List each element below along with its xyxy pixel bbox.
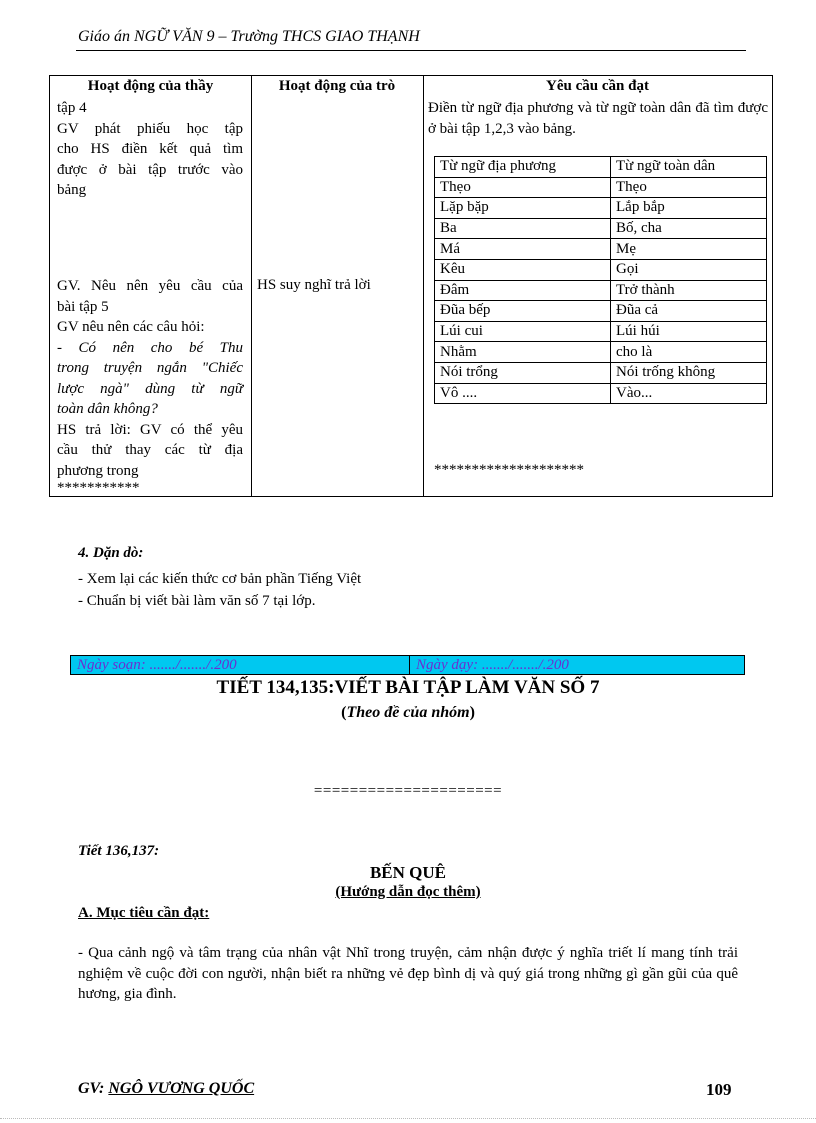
text-line: - Có nên cho bé Thu — [57, 339, 243, 356]
teacher-activity-bottom — [57, 276, 243, 496]
text-line: HS trả lời: GV có thể yêu — [57, 421, 243, 438]
paren: ( — [341, 704, 347, 721]
table-cell: Từ ngữ địa phương — [435, 157, 611, 178]
table-row — [435, 342, 767, 363]
text-line: được ở bài tập trước vào — [57, 161, 243, 178]
table-cell: Đâm — [435, 280, 611, 301]
page-bottom-rule — [0, 1118, 816, 1119]
table-cell: Mẹ — [611, 239, 767, 260]
text-line: GV. Nêu nên yêu cầu của — [57, 278, 243, 294]
date-bar-divider — [409, 656, 410, 674]
col-header-requirements: Yêu cầu cần đạt — [546, 78, 649, 94]
column-divider — [251, 76, 252, 496]
column-divider — [423, 76, 424, 496]
homework-item: - Chuẩn bị viết bài làm văn số 7 tại lớp. — [78, 593, 316, 609]
text-line: GV phát phiếu học tập — [57, 120, 243, 137]
table-cell: Bố, cha — [611, 218, 767, 239]
table-cell: Lặp bặp — [435, 198, 611, 219]
text-line: lược ngà" dùng từ ngữ — [57, 380, 243, 397]
col-header-teacher: Hoạt động của thầy — [87, 78, 214, 94]
table-cell: Nói trổng — [435, 362, 611, 383]
text-line: phương trong — [57, 462, 139, 479]
lesson-136-subtitle: (Hướng dẫn đọc thêm) — [335, 884, 481, 900]
table-row — [435, 362, 767, 383]
table-cell: Gọi — [611, 259, 767, 280]
page-number: 109 — [706, 1080, 732, 1099]
table-cell: Kêu — [435, 259, 611, 280]
stars-line: ******************** — [434, 462, 584, 478]
text-line: bài tập 5 — [57, 298, 109, 315]
text-line: cầu thử thay các từ địa — [57, 442, 243, 458]
lesson-134-subtitle — [0, 704, 816, 722]
table-header-row — [435, 157, 767, 178]
text-line: GV nêu nên các câu hỏi: — [57, 319, 205, 335]
table-cell: Lúi húi — [611, 321, 767, 342]
subtitle-text: Theo đề của nhóm — [346, 704, 470, 721]
lesson-136-label: Tiết 136,137: — [78, 843, 160, 859]
table-row — [435, 321, 767, 342]
table-row — [435, 280, 767, 301]
table-row — [435, 218, 767, 239]
text-line: cho HS điền kết quả tìm — [57, 141, 243, 157]
text-line: tập 4 — [57, 100, 87, 116]
col-header-student: Hoạt động của trò — [278, 78, 396, 94]
section-a-heading: A. Mục tiêu cần đạt: — [78, 905, 210, 921]
table-cell: Từ ngữ toàn dân — [611, 157, 767, 178]
lesson-136-title: BẾN QUÊ — [369, 863, 447, 882]
footer-prefix: GV: — [78, 1080, 109, 1097]
table-cell: Đũa bếp — [435, 301, 611, 322]
teacher-name: NGÔ VƯƠNG QUỐC — [108, 1080, 255, 1097]
footer-teacher — [78, 1080, 254, 1098]
header-rule — [76, 50, 746, 51]
table-row — [435, 198, 767, 219]
table-cell: Lúi cui — [435, 321, 611, 342]
separator-line: ===================== — [313, 783, 503, 799]
requirement-intro: Điền từ ngữ địa phương và từ ngữ toàn dân đã tìm được ở bài tập 1,2,3 vào bảng. — [428, 100, 768, 137]
text-line: trong truyện ngắn "Chiếc — [57, 360, 243, 376]
table-cell: Má — [435, 239, 611, 260]
table-cell: Nhằm — [435, 342, 611, 363]
teach-date: Ngày dạy: ......./......./.200 — [416, 657, 569, 673]
homework-item: - Xem lại các kiến thức cơ bản phần Tiếng Việt — [78, 571, 362, 587]
table-row — [435, 301, 767, 322]
table-cell: Trở thành — [611, 280, 767, 301]
table-cell: Vô .... — [435, 383, 611, 404]
table-cell: cho là — [611, 342, 767, 363]
section-4-heading: 4. Dặn dò: — [78, 545, 144, 561]
table-cell: Thẹo — [611, 177, 767, 198]
lesson-activity-table — [49, 75, 773, 497]
table-row — [435, 259, 767, 280]
prep-date: Ngày soạn: ......./......./.200 — [77, 657, 237, 673]
table-row — [435, 383, 767, 404]
teacher-activity-top — [57, 98, 243, 201]
table-cell: Đũa cả — [611, 301, 767, 322]
table-cell: Thẹo — [435, 177, 611, 198]
table-cell: Vào... — [611, 383, 767, 404]
table-cell: Lắp bắp — [611, 198, 767, 219]
page-header: Giáo án NGỮ VĂN 9 – Trường THCS GIAO THẠNH — [78, 28, 420, 45]
text-line: toàn dân không? — [57, 401, 158, 417]
table-cell: Nói trống không — [611, 362, 767, 383]
table-row — [435, 177, 767, 198]
text-line: bảng — [57, 182, 87, 198]
dialect-word-table — [434, 156, 767, 404]
date-bar — [70, 655, 745, 675]
text-line: *********** — [57, 480, 140, 496]
paren: ) — [469, 704, 475, 721]
table-cell: Ba — [435, 218, 611, 239]
student-answer: HS suy nghĩ trả lời — [257, 277, 371, 293]
lesson-134-title: TIẾT 134,135:VIẾT BÀI TẬP LÀM VĂN SỐ 7 — [216, 677, 600, 698]
table-row — [435, 239, 767, 260]
objective-paragraph: - Qua cảnh ngộ và tâm trạng của nhân vật Nhĩ trong truyện, cảm nhận được ý nghĩa triết lí mang tính trải nghiệm về cuộc đời con người, nhận biết ra những vẻ đẹp bình dị và quý giá trong những gì gần gũi của quê hương, gia đình. — [78, 945, 738, 1002]
